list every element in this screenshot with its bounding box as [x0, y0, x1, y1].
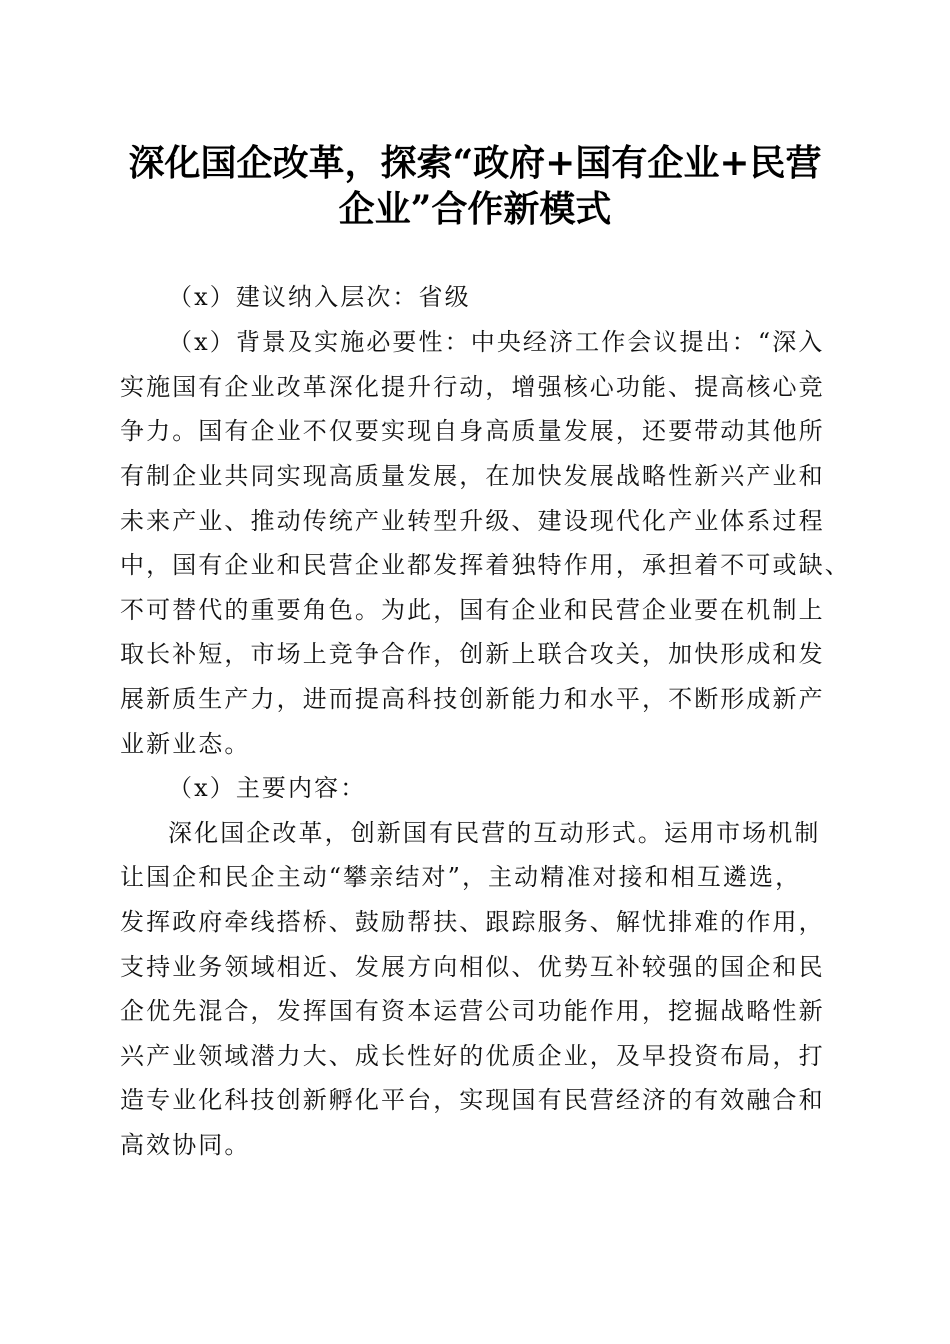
- paragraph-content-line-3: 发挥政府牵线搭桥、鼓励帮扶、跟踪服务、解忧排难的作用，: [120, 908, 825, 936]
- paragraph-background-line-9: 展新质生产力，进而提高科技创新能力和水平，不断形成新产: [120, 685, 825, 713]
- paragraph-content-heading: （x）主要内容：: [168, 774, 367, 802]
- paragraph-background-line-1: （x）背景及实施必要性：中央经济工作会议提出：“深入: [168, 328, 825, 356]
- document-title-line-1: 深化国企改革，探索“政府+国有企业+民营: [128, 142, 822, 184]
- paragraph-background-line-4: 有制企业共同实现高质量发展，在加快发展战略性新兴产业和: [120, 462, 825, 490]
- paragraph-content-line-6: 兴产业领域潜力大、成长性好的优质企业，及早投资布局，打: [120, 1042, 825, 1070]
- paragraph-background-line-3: 争力。国有企业不仅要实现自身高质量发展，还要带动其他所: [120, 417, 825, 445]
- paragraph-background-line-2: 实施国有企业改革深化提升行动，增强核心功能、提高核心竞: [120, 373, 825, 401]
- paragraph-background-line-7: 不可替代的重要角色。为此，国有企业和民营企业要在机制上: [120, 596, 825, 624]
- paragraph-content-line-1: 深化国企改革，创新国有民营的互动形式。运用市场机制: [168, 819, 821, 847]
- document-title-line-2: 企业”合作新模式: [338, 188, 612, 230]
- paragraph-content-line-8: 高效协同。: [120, 1131, 251, 1159]
- paragraph-content-line-7: 造专业化科技创新孵化平台，实现国有民营经济的有效融合和: [120, 1086, 825, 1114]
- paragraph-level-line: （x）建议纳入层次：省级: [168, 283, 471, 311]
- paragraph-background-line-5: 未来产业、推动传统产业转型升级、建设现代化产业体系过程: [120, 507, 825, 535]
- paragraph-content-line-2: 让国企和民企主动“攀亲结对”，主动精准对接和相互遴选，: [120, 863, 802, 891]
- paragraph-content-line-4: 支持业务领域相近、发展方向相似、优势互补较强的国企和民: [120, 953, 825, 981]
- paragraph-background-line-10: 业新业态。: [120, 730, 251, 758]
- paragraph-background-line-6: 中，国有企业和民营企业都发挥着独特作用，承担着不可或缺、: [120, 551, 851, 579]
- paragraph-background-line-8: 取长补短，市场上竞争合作，创新上联合攻关，加快形成和发: [120, 640, 825, 668]
- paragraph-content-line-5: 企优先混合，发挥国有资本运营公司功能作用，挖掘战略性新: [120, 997, 825, 1025]
